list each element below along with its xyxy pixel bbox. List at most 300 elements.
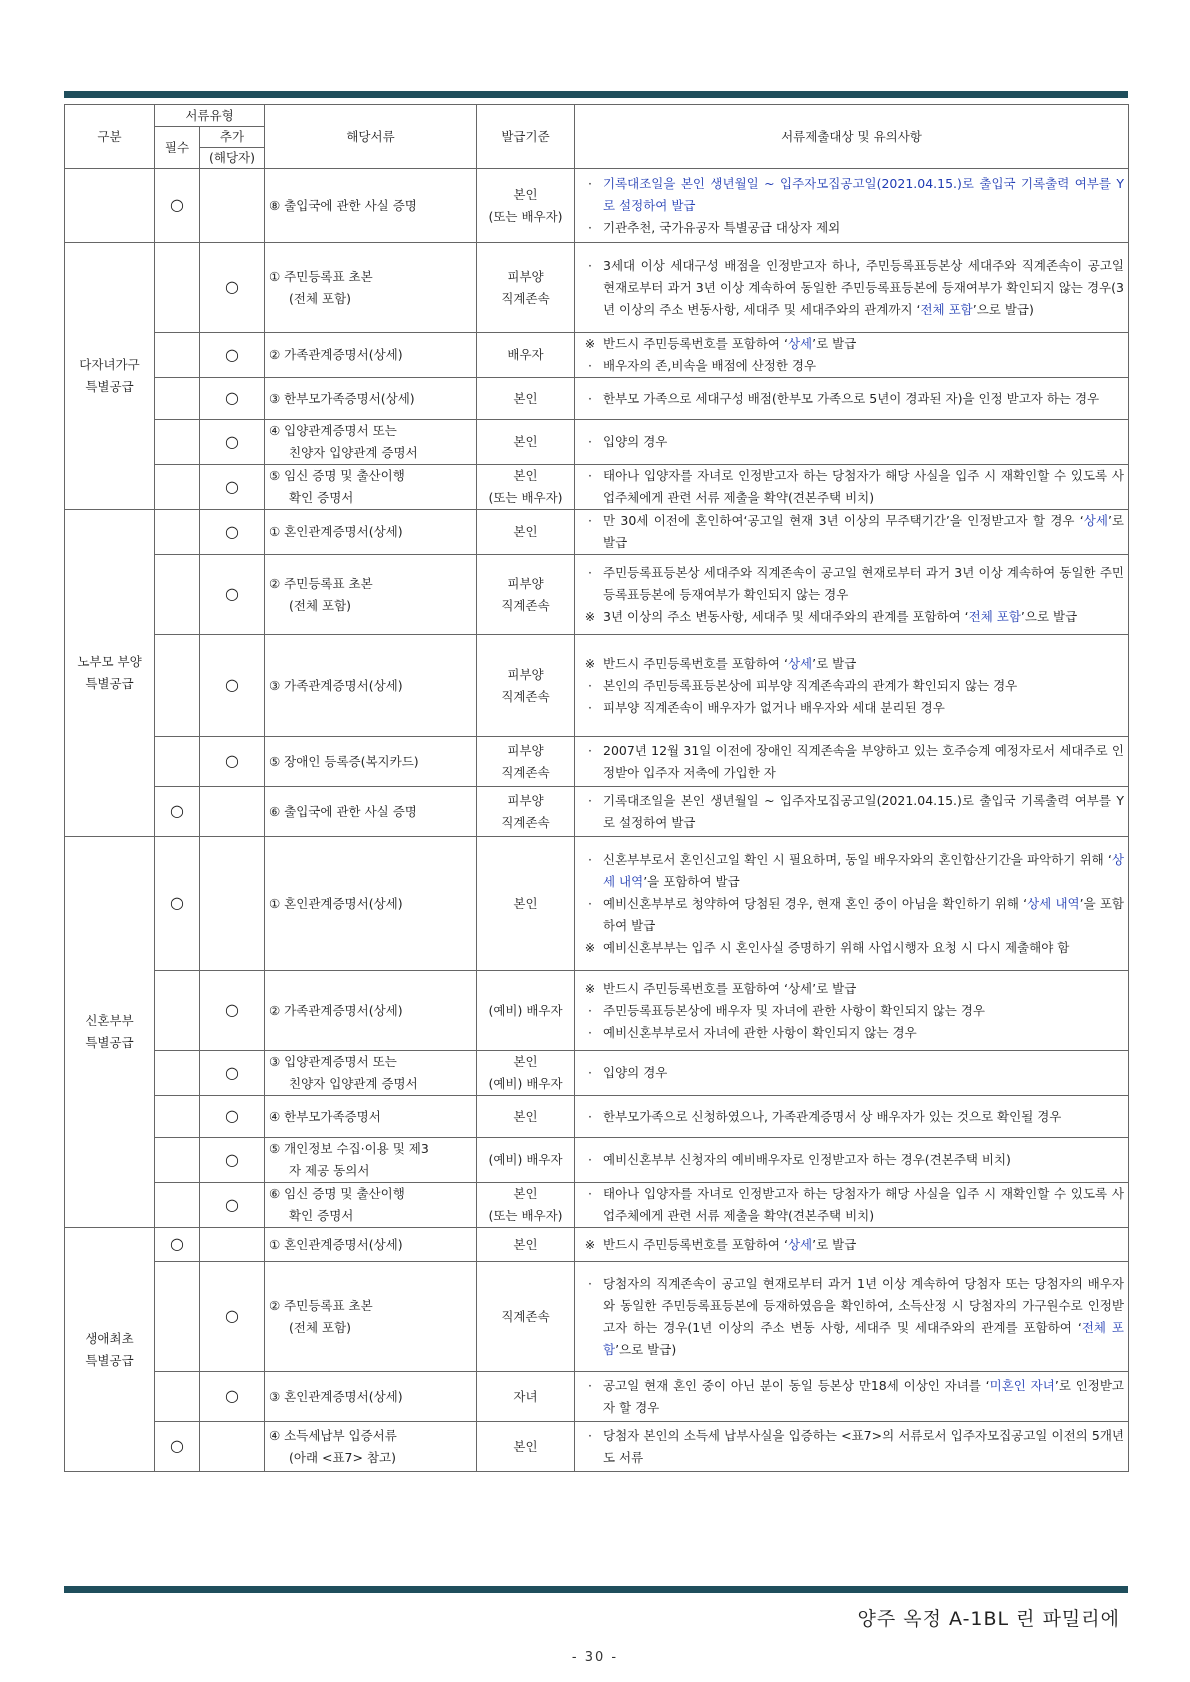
table-row	[65, 1262, 1129, 1372]
table-row	[65, 420, 1129, 465]
circle-mark: ○	[225, 431, 239, 451]
document-cell	[265, 1138, 477, 1183]
required-cell	[155, 1183, 200, 1228]
highlight-text: 미혼인 자녀	[989, 1377, 1055, 1393]
circle-mark: ○	[225, 675, 239, 694]
note-text: 반드시 주민등록번호를 포함하여 ‘	[603, 336, 788, 351]
document-name: ④ 한부모가족증명서	[269, 1108, 381, 1124]
note-text: 주민등록표등본상 세대주와 직계존속이 공고일 현재로부터 과거 3년 이상 계속하여 동일한 주민등록표등본에 등재여부가 확인되지 않는 경우	[603, 564, 1124, 602]
issuer-text: 본인	[513, 1108, 538, 1124]
circle-mark: ○	[225, 584, 239, 603]
document-cell	[265, 1183, 477, 1228]
required-cell	[155, 635, 200, 737]
issuer-cell	[477, 1138, 575, 1183]
issuer-text: 본인	[513, 186, 538, 202]
table-row	[65, 378, 1129, 420]
note-bullet: ·	[588, 1427, 592, 1443]
note-text: 태아나 입양자를 자녀로 인정받고자 하는 당첨자가 해당 사실을 입주 시 재확인할 수 있도록 사업주체에게 관련 서류 제출을 확약(견본주택 비치)	[603, 468, 1124, 505]
document-cell	[265, 1262, 477, 1372]
note-text: 반드시 주민등록번호를 포함하여 ‘	[603, 655, 788, 671]
issuer-cell	[477, 243, 575, 333]
circle-mark: ○	[170, 893, 184, 912]
issuer-text: 본인	[513, 434, 538, 449]
table-row	[65, 465, 1129, 510]
issuer-text: 본인	[513, 1236, 538, 1252]
note-line	[579, 1234, 1124, 1256]
circle-mark: ○	[225, 1106, 239, 1125]
note-text: 본인의 주민등록표등본상에 피부양 직계존속과의 관계가 확인되지 않는 경우	[603, 677, 1018, 693]
notes-cell	[575, 169, 1129, 243]
issuer-cell	[477, 1051, 575, 1096]
issuer-cell	[477, 635, 575, 737]
issuer-cell	[477, 169, 575, 243]
notes-cell	[575, 333, 1129, 378]
section-label: 다자녀가구	[79, 357, 140, 372]
issuer-cell	[477, 465, 575, 510]
note-text: ’로 발급	[812, 1236, 857, 1252]
issuer-text: 본인	[513, 524, 538, 539]
additional-cell	[200, 465, 265, 510]
note-bullet: ※	[584, 980, 596, 996]
header-additional: 추가	[200, 127, 265, 148]
issuer-text: (예비) 배우자	[488, 1152, 563, 1167]
note-text: ’로 발급	[812, 336, 857, 351]
circle-mark: ○	[225, 1000, 239, 1019]
document-name: ② 가족관계증명서(상세)	[269, 347, 403, 362]
note-bullet: ·	[588, 257, 592, 273]
note-text: ’을 포함하여 발급	[643, 873, 740, 889]
required-cell	[155, 971, 200, 1051]
additional-cell	[200, 169, 265, 243]
document-name: ⑥ 임신 증명 및 출산이행	[269, 1186, 405, 1201]
document-name: ① 주민등록표 초본	[269, 268, 373, 284]
highlight-text: 전체 포함	[968, 608, 1021, 624]
circle-mark: ○	[170, 195, 184, 214]
issuer-cell	[477, 1422, 575, 1472]
document-name: (전체 포함)	[289, 1319, 352, 1335]
document-cell	[265, 510, 477, 555]
table-row	[65, 1051, 1129, 1096]
note-text: 입양의 경우	[603, 1065, 668, 1080]
note-bullet: ·	[588, 390, 592, 406]
table-row	[65, 510, 1129, 555]
header-additional-sub: (해당자)	[200, 148, 265, 169]
additional-cell	[200, 378, 265, 420]
additional-cell	[200, 635, 265, 737]
required-cell	[155, 1262, 200, 1372]
circle-mark: ○	[225, 521, 239, 541]
document-name: ⑤ 임신 증명 및 출산이행	[269, 468, 405, 483]
issuer-text: 본인	[513, 895, 538, 911]
note-line	[579, 1022, 1124, 1044]
issuer-cell	[477, 971, 575, 1051]
circle-mark: ○	[225, 751, 239, 770]
highlight-text: 기록대조일을 본인 생년월일 ~ 입주자모집공고일(2021.04.15.)로 출입국 기록출력 여부를 Y로 설정하여 발급	[603, 175, 1124, 213]
issuer-text: 본인	[513, 1054, 538, 1069]
circle-mark: ○	[225, 1149, 239, 1169]
note-text: 입양의 경우	[603, 434, 668, 449]
required-cell	[155, 333, 200, 378]
notes-cell	[575, 971, 1129, 1051]
notes-cell	[575, 1138, 1129, 1183]
note-text: 예비신혼부부 신청자의 예비배우자로 인정받고자 하는 경우(견본주택 비치)	[603, 1152, 1011, 1167]
note-line	[579, 1273, 1124, 1361]
section-cell	[65, 169, 155, 243]
note-line	[579, 217, 1124, 239]
table-body	[65, 169, 1129, 1472]
note-line	[579, 978, 1124, 1000]
issuer-text: 본인	[513, 1186, 538, 1201]
note-bullet: ·	[588, 564, 592, 580]
circle-mark: ○	[225, 388, 239, 407]
note-bullet: ·	[588, 851, 592, 867]
notes-cell	[575, 378, 1129, 420]
table-row	[65, 837, 1129, 971]
note-line	[579, 562, 1124, 606]
document-name: ⑤ 장애인 등록증(복지카드)	[269, 753, 419, 769]
issuer-cell	[477, 1228, 575, 1262]
additional-cell	[200, 510, 265, 555]
document-cell	[265, 243, 477, 333]
document-name: ① 혼인관계증명서(상세)	[269, 524, 403, 539]
note-text: 주민등록표등본상에 배우자 및 자녀에 관한 사항이 확인되지 않는 경우	[603, 1002, 985, 1018]
note-text: ’으로 발급)	[615, 1341, 677, 1357]
circle-mark: ○	[225, 1194, 239, 1214]
header-required: 필수	[155, 127, 200, 169]
document-cell	[265, 1096, 477, 1138]
additional-cell	[200, 1262, 265, 1372]
note-text: 당첨자 본인의 소득세 납부사실을 입증하는 <표7>의 서류로서 입주자모집공고일 이전의 5개년도 서류	[603, 1427, 1124, 1465]
required-cell	[155, 787, 200, 837]
circle-mark: ○	[225, 1062, 239, 1082]
section-label: 특별공급	[85, 676, 134, 691]
issuer-cell	[477, 1096, 575, 1138]
header-document-type: 서류유형	[155, 105, 265, 127]
note-line	[579, 1062, 1124, 1084]
notes-cell	[575, 1228, 1129, 1262]
note-text: 기록대조일을 본인 생년월일 ~ 입주자모집공고일(2021.04.15.)로 출입국 기록출력 여부를 Y로 설정하여 발급	[603, 792, 1124, 830]
issuer-text: 피부양	[507, 268, 544, 284]
note-line	[579, 1149, 1124, 1171]
additional-cell	[200, 971, 265, 1051]
section-label: 특별공급	[85, 1035, 134, 1050]
note-text: ’로 인정받고자 할 경우	[603, 1377, 1124, 1415]
notes-cell	[575, 420, 1129, 465]
note-line	[579, 355, 1124, 377]
issuer-text: 피부양	[507, 666, 544, 682]
issuer-cell	[477, 378, 575, 420]
document-name: ② 주민등록표 초본	[269, 1297, 373, 1313]
document-cell	[265, 1372, 477, 1422]
notes-cell	[575, 1183, 1129, 1228]
additional-cell	[200, 1183, 265, 1228]
table-row	[65, 1372, 1129, 1422]
note-text: 예비신혼부부로서 자녀에 관한 사항이 확인되지 않는 경우	[603, 1024, 917, 1040]
required-cell	[155, 378, 200, 420]
notes-cell	[575, 635, 1129, 737]
additional-cell	[200, 1096, 265, 1138]
highlight-text: 상세	[1083, 513, 1108, 528]
highlight-text: 상세	[787, 336, 813, 351]
circle-mark: ○	[170, 1436, 184, 1455]
note-bullet: ·	[588, 1065, 592, 1080]
document-cell	[265, 1228, 477, 1262]
document-name: ⑤ 개인정보 수집·이용 및 제3	[269, 1141, 429, 1156]
document-cell	[265, 378, 477, 420]
circle-mark: ○	[170, 801, 184, 820]
note-text: 공고일 현재 혼인 중이 아닌 분이 동일 등본상 만18세 이상인 자녀를 ‘	[603, 1377, 990, 1393]
note-bullet: ·	[588, 895, 592, 911]
issuer-cell	[477, 1262, 575, 1372]
note-line	[579, 1106, 1124, 1128]
note-line	[579, 740, 1124, 784]
highlight-text: 상세	[787, 1236, 813, 1252]
section-label: 노부모 부양	[77, 654, 142, 669]
circle-mark: ○	[225, 277, 239, 296]
notes-cell	[575, 1096, 1129, 1138]
notes-cell	[575, 1422, 1129, 1472]
section-label: 생애최초	[85, 1330, 134, 1346]
note-line	[579, 173, 1124, 217]
note-line	[579, 333, 1124, 355]
document-cell	[265, 420, 477, 465]
document-cell	[265, 787, 477, 837]
notes-cell	[575, 737, 1129, 787]
additional-cell	[200, 333, 265, 378]
required-cell	[155, 1228, 200, 1262]
note-bullet: ※	[584, 1236, 596, 1252]
notes-cell	[575, 1372, 1129, 1422]
required-cell	[155, 243, 200, 333]
document-name: ① 혼인관계증명서(상세)	[269, 1236, 403, 1252]
note-text: 2007년 12월 31일 이전에 장애인 직계존속을 부양하고 있는 호주승계 예정자로서 세대주로 인정받아 입주자 저축에 가입한 자	[603, 742, 1124, 780]
note-bullet: ·	[588, 434, 592, 449]
section-label: 특별공급	[85, 1352, 134, 1368]
table-row	[65, 555, 1129, 635]
document-name: ③ 혼인관계증명서(상세)	[269, 1388, 403, 1404]
document-cell	[265, 971, 477, 1051]
issuer-text: 직계존속	[501, 688, 550, 704]
additional-cell	[200, 1422, 265, 1472]
note-line	[579, 510, 1124, 554]
document-cell	[265, 1051, 477, 1096]
additional-cell	[200, 1051, 265, 1096]
note-bullet: ·	[588, 1275, 592, 1291]
document-name: 친양자 입양관계 증명서	[289, 1076, 418, 1091]
note-line	[579, 790, 1124, 834]
header-notes: 서류제출대상 및 유의사항	[575, 105, 1129, 169]
note-bullet: ·	[588, 699, 592, 715]
document-cell	[265, 635, 477, 737]
required-cell	[155, 837, 200, 971]
additional-cell	[200, 243, 265, 333]
section-cell	[65, 243, 155, 510]
note-line	[579, 465, 1124, 509]
note-bullet: ※	[584, 655, 596, 671]
issuer-cell	[477, 737, 575, 787]
note-text: 당첨자의 직계존속이 공고일 현재로부터 과거 1년 이상 계속하여 당첨자 또는 당첨자의 배우자와 동일한 주민등록표등본에 등재하였음을 확인하여, 소득산정 시 당첨자의 가구원수로 인정받고자 하는 경우(1년 이상의 주소 변동 사항, 세대주 및 세대주와의 관계를 포함하여 ‘	[603, 1275, 1124, 1335]
document-name: (전체 포함)	[289, 597, 352, 613]
table-row	[65, 243, 1129, 333]
issuer-cell	[477, 787, 575, 837]
note-bullet: ·	[588, 677, 592, 693]
issuer-text: 직계존속	[501, 597, 550, 613]
circle-mark: ○	[170, 1234, 184, 1253]
note-bullet: ·	[588, 742, 592, 758]
issuer-cell	[477, 333, 575, 378]
document-requirements-table	[64, 104, 1129, 1472]
bottom-rule	[64, 1586, 1128, 1593]
required-cell	[155, 1138, 200, 1183]
issuer-text: 피부양	[507, 742, 544, 758]
note-bullet: ·	[588, 468, 592, 483]
note-text: 3세대 이상 세대구성 배점을 인정받고자 하나, 주민등록표등본상 세대주와 직계존속이 공고일 현재로부터 과거 3년 이상 계속하여 동일한 주민등록표등본에 등재여부가 확인되지 않는 경우(3년 이상의 주소 변동사항, 세대주 및 세대주와의 관계까지 ‘	[603, 257, 1124, 317]
note-text: ’로 발급	[812, 655, 857, 671]
document-cell	[265, 1422, 477, 1472]
note-text: 한부모가족으로 신청하였으나, 가족관계증명서 상 배우자가 있는 것으로 확인될 경우	[603, 1108, 1062, 1124]
note-bullet: ·	[588, 175, 592, 191]
document-cell	[265, 737, 477, 787]
table-row	[65, 1422, 1129, 1472]
required-cell	[155, 1372, 200, 1422]
table-row	[65, 1096, 1129, 1138]
note-line	[579, 1375, 1124, 1419]
additional-cell	[200, 737, 265, 787]
notes-cell	[575, 465, 1129, 510]
required-cell	[155, 1051, 200, 1096]
footer-project-title: 양주 옥정 A-1BL 린 파밀리에	[857, 1608, 1120, 1630]
note-text: 배우자의 존,비속을 배점에 산정한 경우	[603, 358, 817, 373]
table-row	[65, 1138, 1129, 1183]
circle-mark: ○	[225, 344, 239, 364]
note-line	[579, 937, 1124, 959]
note-text: 만 30세 이전에 혼인하여‘공고일 현재 3년 이상의 무주택기간’을 인정받고자 할 경우 ‘	[603, 513, 1084, 528]
notes-cell	[575, 787, 1129, 837]
note-text: 예비신혼부부로 청약하여 당첨된 경우, 현재 혼인 중이 아님을 확인하기 위해 ‘	[603, 895, 1028, 911]
required-cell	[155, 465, 200, 510]
circle-mark: ○	[225, 476, 239, 496]
note-line	[579, 1183, 1124, 1227]
table-row	[65, 787, 1129, 837]
document-name: ③ 입양관계증명서 또는	[269, 1054, 397, 1069]
document-name: 자 제공 동의서	[289, 1163, 370, 1178]
document-cell	[265, 333, 477, 378]
note-line	[579, 255, 1124, 321]
note-bullet: ※	[584, 608, 596, 624]
note-text: 한부모 가족으로 세대구성 배점(한부모 가족으로 5년이 경과된 자)을 인정 받고자 하는 경우	[603, 390, 1100, 406]
additional-cell	[200, 787, 265, 837]
table-row	[65, 1228, 1129, 1262]
note-bullet: ※	[584, 336, 596, 351]
document-name: ② 주민등록표 초본	[269, 575, 373, 591]
highlight-text: 상세 내역	[1027, 895, 1080, 911]
note-text: 반드시 주민등록번호를 포함하여 ‘상세’로 발급	[603, 980, 857, 996]
circle-mark: ○	[225, 1306, 239, 1325]
note-line	[579, 697, 1124, 719]
table-row	[65, 1183, 1129, 1228]
note-line	[579, 606, 1124, 628]
notes-cell	[575, 243, 1129, 333]
header-issuer: 발급기준	[477, 105, 575, 169]
section-cell	[65, 1228, 155, 1472]
document-cell	[265, 555, 477, 635]
issuer-cell	[477, 420, 575, 465]
document-name: ② 가족관계증명서(상세)	[269, 1002, 403, 1018]
note-text: ’으로 발급	[1020, 608, 1078, 624]
note-text: 신혼부부로서 혼인신고일 확인 시 필요하며, 동일 배우자와의 혼인합산기간을 파악하기 위해 ‘	[603, 851, 1112, 867]
issuer-cell	[477, 555, 575, 635]
issuer-text: 배우자	[507, 347, 544, 362]
additional-cell	[200, 555, 265, 635]
issuer-text: 피부양	[507, 575, 544, 591]
table-row	[65, 737, 1129, 787]
note-text: ’을 포함하여 발급	[603, 895, 1124, 933]
section-label: 신혼부부	[85, 1013, 134, 1028]
note-bullet: ·	[588, 1024, 592, 1040]
issuer-text: 직계존속	[501, 814, 550, 830]
issuer-cell	[477, 837, 575, 971]
required-cell	[155, 1096, 200, 1138]
issuer-text: 본인	[513, 1438, 538, 1454]
note-line	[579, 849, 1124, 893]
note-bullet: ·	[588, 792, 592, 808]
document-name: ⑥ 출입국에 관한 사실 증명	[269, 803, 417, 819]
section-cell	[65, 510, 155, 837]
document-name: ① 혼인관계증명서(상세)	[269, 895, 403, 911]
document-name: (아래 <표7> 참고)	[289, 1449, 396, 1465]
issuer-text: 본인	[513, 390, 538, 406]
document-name: 확인 증명서	[289, 490, 354, 505]
note-bullet: ※	[584, 939, 596, 955]
note-text: 태아나 입양자를 자녀로 인정받고자 하는 당첨자가 해당 사실을 입주 시 재확인할 수 있도록 사업주체에게 관련 서류 제출을 확약(견본주택 비치)	[603, 1186, 1124, 1223]
highlight-text: 상세 내역	[603, 851, 1124, 889]
issuer-text: 직계존속	[501, 764, 550, 780]
additional-cell	[200, 837, 265, 971]
document-name: ③ 한부모가족증명서(상세)	[269, 390, 415, 406]
document-name: 친양자 입양관계 증명서	[289, 445, 418, 460]
page-number: - 30 -	[571, 1650, 619, 1665]
required-cell	[155, 169, 200, 243]
header-document: 해당서류	[265, 105, 477, 169]
note-bullet: ·	[588, 219, 592, 235]
issuer-text: 직계존속	[501, 290, 550, 306]
note-text: 피부양 직계존속이 배우자가 없거나 배우자와 세대 분리된 경우	[603, 699, 945, 715]
document-cell	[265, 465, 477, 510]
issuer-text: (예비) 배우자	[488, 1002, 563, 1018]
issuer-text: (예비) 배우자	[488, 1076, 563, 1091]
note-bullet: ·	[588, 358, 592, 373]
highlight-text: 전체 포함	[920, 301, 973, 317]
notes-cell	[575, 555, 1129, 635]
table-row	[65, 333, 1129, 378]
document-name: (전체 포함)	[289, 290, 352, 306]
note-bullet: ·	[588, 1186, 592, 1201]
header-section: 구분	[65, 105, 155, 169]
required-cell	[155, 555, 200, 635]
note-line	[579, 431, 1124, 453]
issuer-text: 본인	[513, 468, 538, 483]
additional-cell	[200, 420, 265, 465]
document-name: ④ 입양관계증명서 또는	[269, 423, 397, 438]
notes-cell	[575, 1051, 1129, 1096]
notes-cell	[575, 510, 1129, 555]
notes-cell	[575, 1262, 1129, 1372]
note-line	[579, 1000, 1124, 1022]
section-cell	[65, 837, 155, 1228]
document-cell	[265, 837, 477, 971]
table-row	[65, 635, 1129, 737]
issuer-cell	[477, 1183, 575, 1228]
